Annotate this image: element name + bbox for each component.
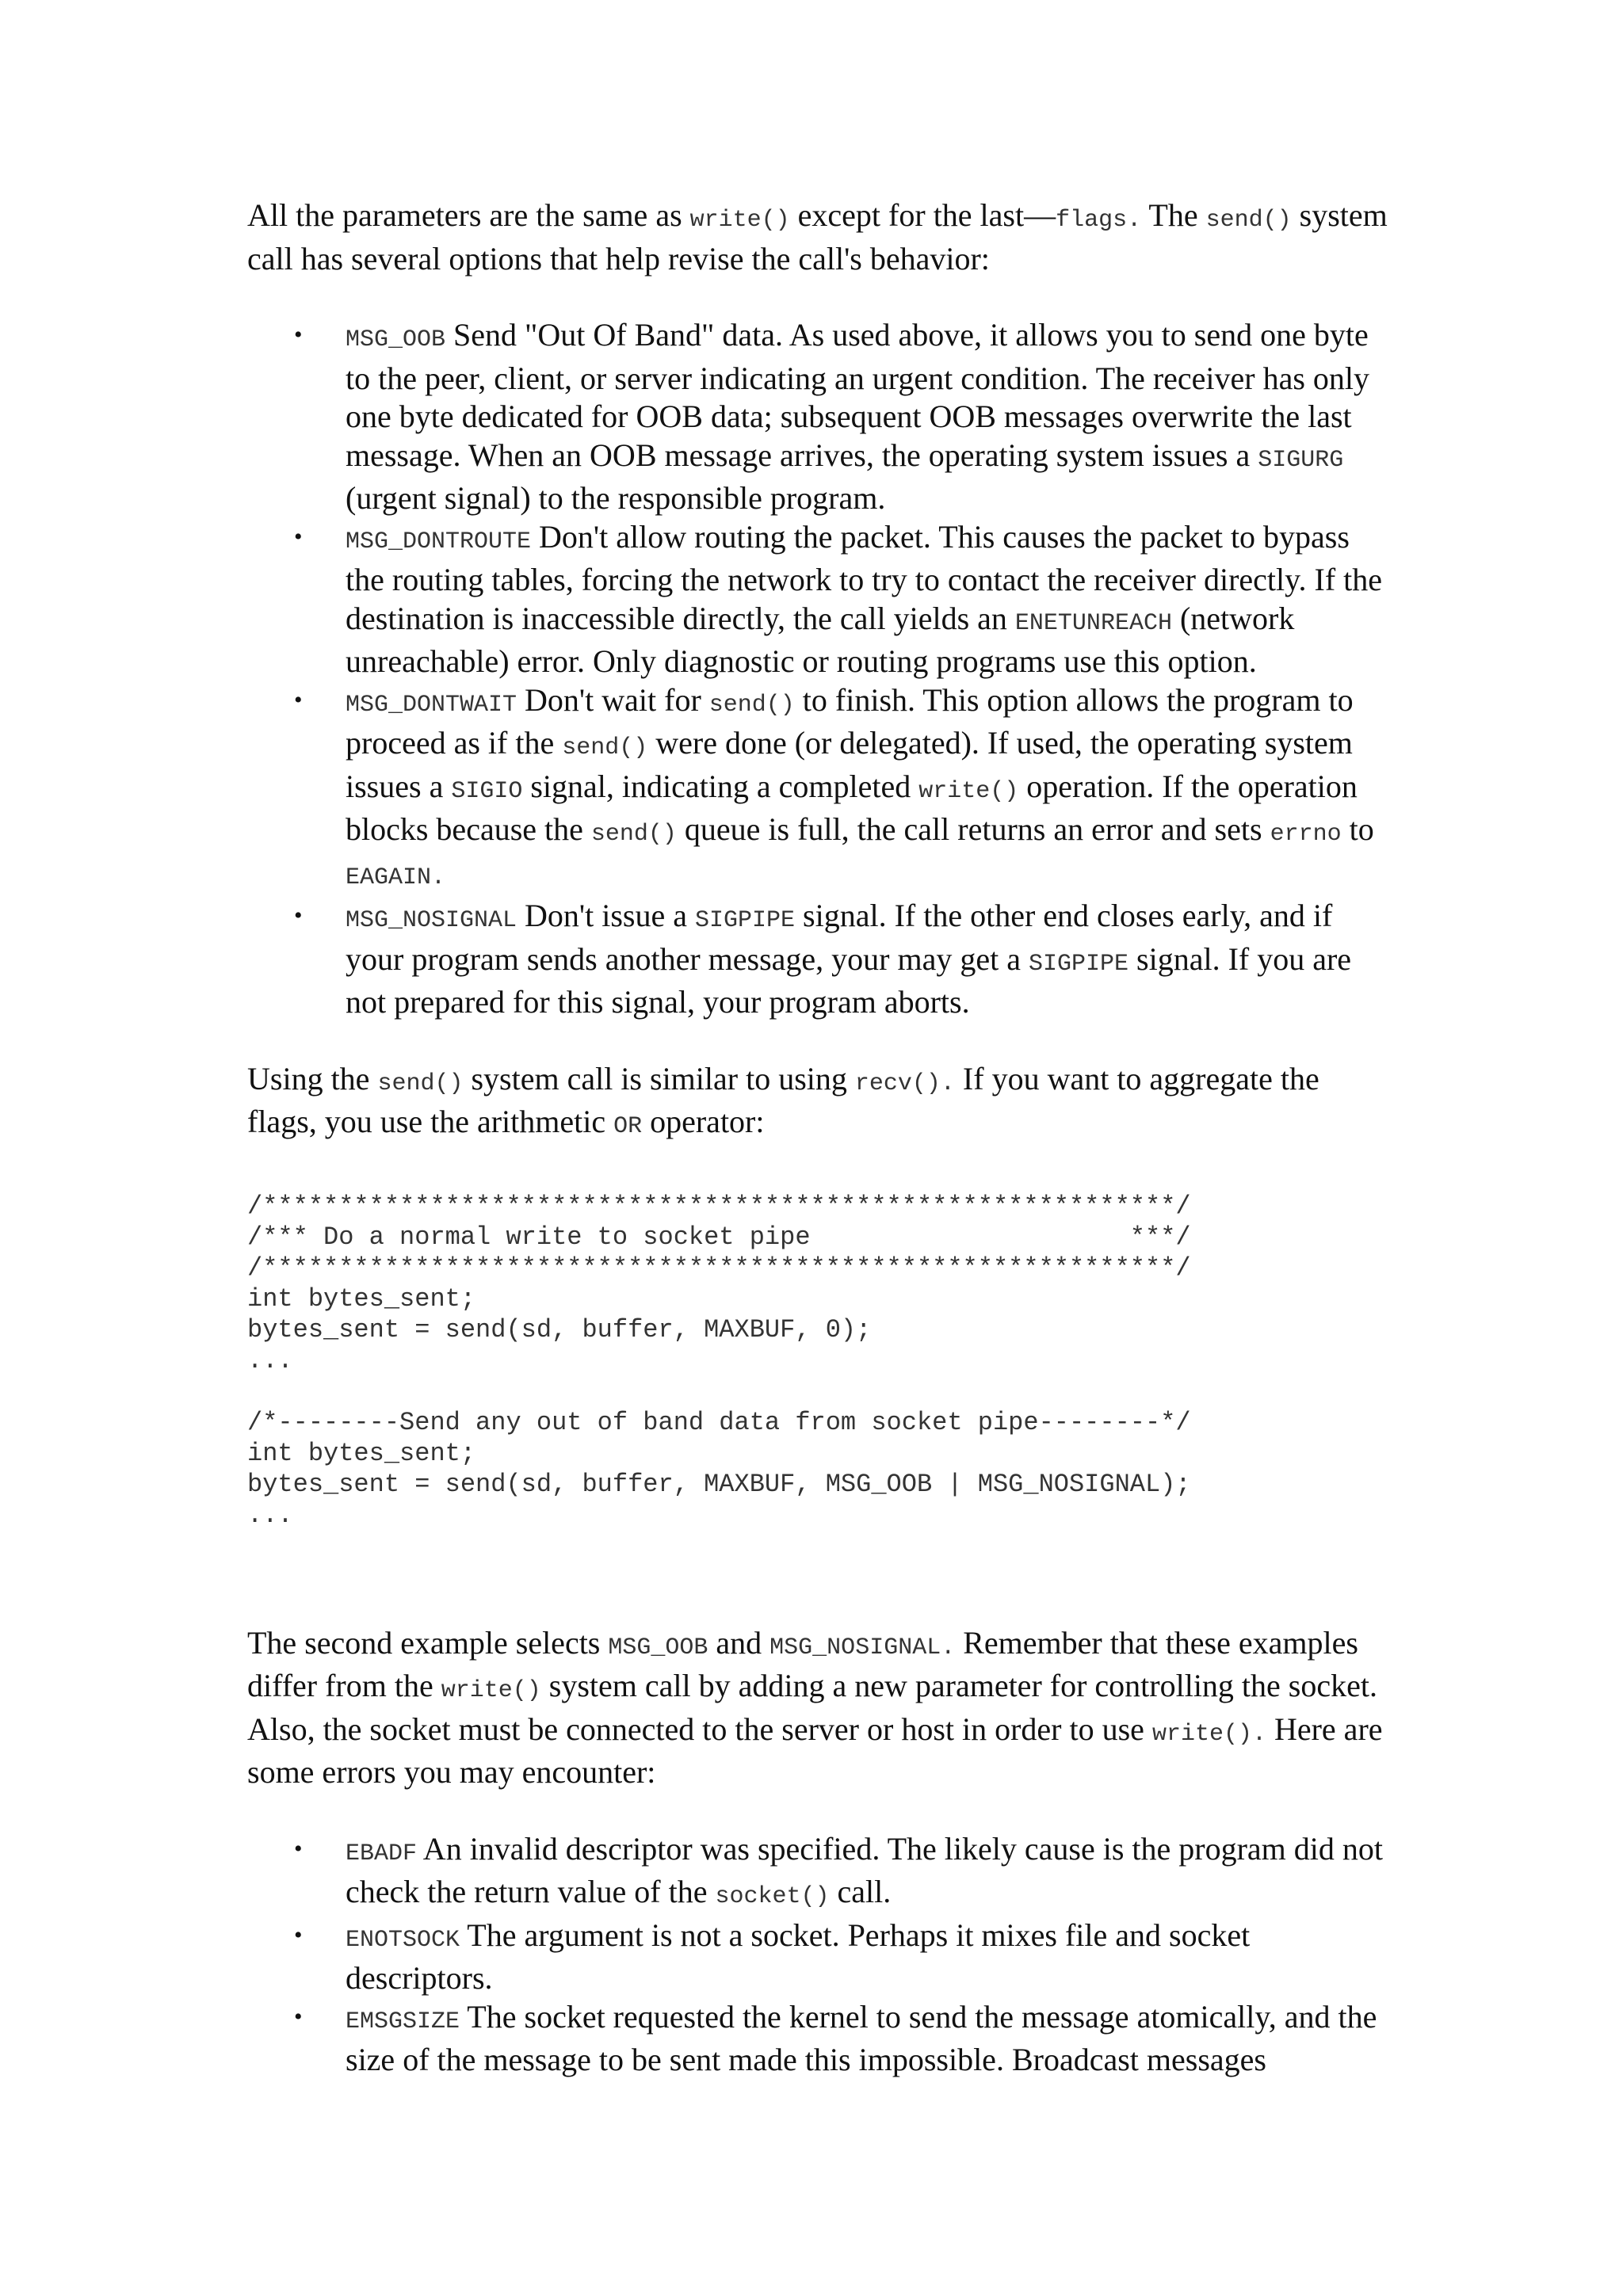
text: Using the bbox=[247, 1060, 378, 1097]
list-item-msg-dontroute bbox=[294, 518, 1388, 681]
text: system call is similar to using bbox=[463, 1060, 855, 1097]
text: The argument is not a socket. Perhaps it mixes file and socket descriptors. bbox=[346, 1917, 1251, 1996]
flag-name: MSG_NOSIGNAL bbox=[346, 907, 517, 934]
code-line: ... bbox=[247, 1345, 293, 1375]
text: (urgent signal) to the responsible program. bbox=[346, 480, 886, 516]
list-item-enotsock bbox=[294, 1917, 1388, 1998]
intro-paragraph bbox=[247, 196, 1388, 278]
flag-name: MSG_DONTWAIT bbox=[346, 691, 517, 719]
errors-list bbox=[247, 1830, 1388, 2080]
code-inline: SIGPIPE bbox=[695, 907, 796, 934]
code-inline: flags. bbox=[1056, 207, 1142, 234]
text: Don't wait for bbox=[517, 681, 709, 718]
bullet-icon: • bbox=[294, 523, 303, 550]
code-line: int bytes_sent; bbox=[247, 1438, 476, 1468]
text: operator: bbox=[642, 1104, 765, 1139]
code-inline: send() bbox=[590, 821, 677, 848]
code-inline: SIGIO bbox=[451, 777, 523, 805]
code-line: /*--------Send any out of band data from socket pipe--------*/ bbox=[247, 1407, 1191, 1437]
error-name: EBADF bbox=[346, 1840, 418, 1867]
second-example-paragraph bbox=[247, 1624, 1388, 1792]
text: An invalid descriptor was specified. The likely cause is the program did not check the return value of the bbox=[346, 1830, 1383, 1909]
code-inline: send() bbox=[708, 691, 795, 719]
text: and bbox=[708, 1624, 770, 1661]
error-name: EMSGSIZE bbox=[346, 2008, 460, 2035]
code-line: /************************************************************/ bbox=[247, 1253, 1191, 1283]
code-inline: OR bbox=[613, 1113, 643, 1140]
code-inline: send() bbox=[1205, 207, 1292, 234]
bullet-icon: • bbox=[294, 2003, 303, 2030]
text: system call by adding a new parameter for controlling the socket. Also, the socket must be connected to the server or host in order to use bbox=[247, 1668, 1377, 1747]
send-flags-list bbox=[247, 316, 1388, 1022]
text: The socket requested the kernel to send the message atomically, and the size of the message to be sent made this impossible. Broadcast messages bbox=[346, 1998, 1377, 2077]
bullet-icon: • bbox=[294, 686, 303, 713]
code-line: /************************************************************/ bbox=[247, 1191, 1191, 1221]
bullet-icon: • bbox=[294, 1835, 303, 1862]
text: except for the last— bbox=[789, 197, 1056, 233]
text: system call has several options that help revise the call's behavior: bbox=[247, 197, 1388, 277]
usage-paragraph bbox=[247, 1060, 1388, 1146]
text: signal. If you are not prepared for this signal, your program aborts. bbox=[346, 940, 1352, 1020]
list-item-msg-oob bbox=[294, 316, 1388, 518]
text: Don't allow routing the packet. This causes the packet to bypass the routing tables, forcing the network to try to contact the receiver directly. If the destination is inaccessible directly, the call yields an bbox=[346, 518, 1383, 636]
text: Here are some errors you may encounter: bbox=[247, 1711, 1383, 1790]
code-inline: SIGPIPE bbox=[1028, 950, 1129, 978]
code-inline: ENETUNREACH bbox=[1014, 609, 1172, 637]
list-item-msg-dontwait bbox=[294, 681, 1388, 898]
code-inline: write() bbox=[689, 207, 790, 234]
text: If you want to aggregate the flags, you use the arithmetic bbox=[247, 1060, 1319, 1139]
text: operation. If the operation blocks because the bbox=[346, 768, 1358, 847]
list-item-msg-nosignal bbox=[294, 897, 1388, 1022]
code-line: ... bbox=[247, 1500, 293, 1530]
text: signal. If the other end closes early, and if your program sends another message, your may get a bbox=[346, 898, 1333, 977]
code-line: int bytes_sent; bbox=[247, 1283, 476, 1314]
code-inline: write() bbox=[918, 777, 1019, 805]
code-inline: send() bbox=[377, 1070, 464, 1097]
document-page bbox=[247, 196, 1388, 2080]
list-item-ebadf bbox=[294, 1830, 1388, 1917]
error-name: ENOTSOCK bbox=[346, 1926, 460, 1954]
code-inline: send() bbox=[562, 734, 648, 761]
flag-name: MSG_DONTROUTE bbox=[346, 528, 532, 555]
bullet-icon: • bbox=[294, 322, 303, 348]
code-line: bytes_sent = send(sd, buffer, MAXBUF, MSG_OOB | MSG_NOSIGNAL); bbox=[247, 1469, 1191, 1499]
flag-name: MSG_OOB bbox=[346, 326, 446, 353]
code-line: /*** Do a normal write to socket pipe ***/ bbox=[247, 1222, 1191, 1252]
code-inline: recv(). bbox=[854, 1070, 955, 1097]
text: Remember that these examples differ from the bbox=[247, 1624, 1358, 1703]
text: to finish. This option allows the program to proceed as if the bbox=[346, 681, 1354, 761]
code-inline: socket() bbox=[715, 1883, 830, 1910]
text: queue is full, the call returns an error and sets bbox=[676, 811, 1270, 847]
text: The second example selects bbox=[247, 1624, 609, 1661]
code-inline: EAGAIN. bbox=[346, 864, 446, 891]
code-inline: write(). bbox=[1151, 1720, 1266, 1748]
bullet-icon: • bbox=[294, 1921, 303, 1948]
list-item-emsgsize bbox=[294, 1998, 1388, 2080]
text: Send "Out Of Band" data. As used above, it allows you to send one byte to the peer, client, or server indicating an urgent condition. The receiver has only one byte dedicated for OOB data; subsequent OOB messages overwrite the last message. When an OOB message arrives, the operating system issues a bbox=[346, 317, 1370, 473]
code-inline: SIGURG bbox=[1258, 446, 1344, 474]
text: to bbox=[1341, 811, 1374, 847]
text: The bbox=[1141, 197, 1206, 233]
code-inline: write() bbox=[441, 1677, 541, 1704]
bullet-icon: • bbox=[294, 902, 303, 929]
code-inline: errno bbox=[1270, 821, 1342, 848]
code-inline: MSG_NOSIGNAL. bbox=[769, 1634, 956, 1661]
text: call. bbox=[829, 1874, 892, 1909]
text: were done (or delegated). If used, the operating system issues a bbox=[346, 725, 1353, 804]
code-block bbox=[247, 1191, 1388, 1531]
text: signal, indicating a completed bbox=[522, 768, 919, 804]
text: All the parameters are the same as bbox=[247, 197, 690, 233]
code-inline: MSG_OOB bbox=[608, 1634, 708, 1661]
text: Don't issue a bbox=[517, 898, 696, 933]
text: (network unreachable) error. Only diagnostic or routing programs use this option. bbox=[346, 600, 1295, 679]
code-line: bytes_sent = send(sd, buffer, MAXBUF, 0); bbox=[247, 1314, 872, 1344]
